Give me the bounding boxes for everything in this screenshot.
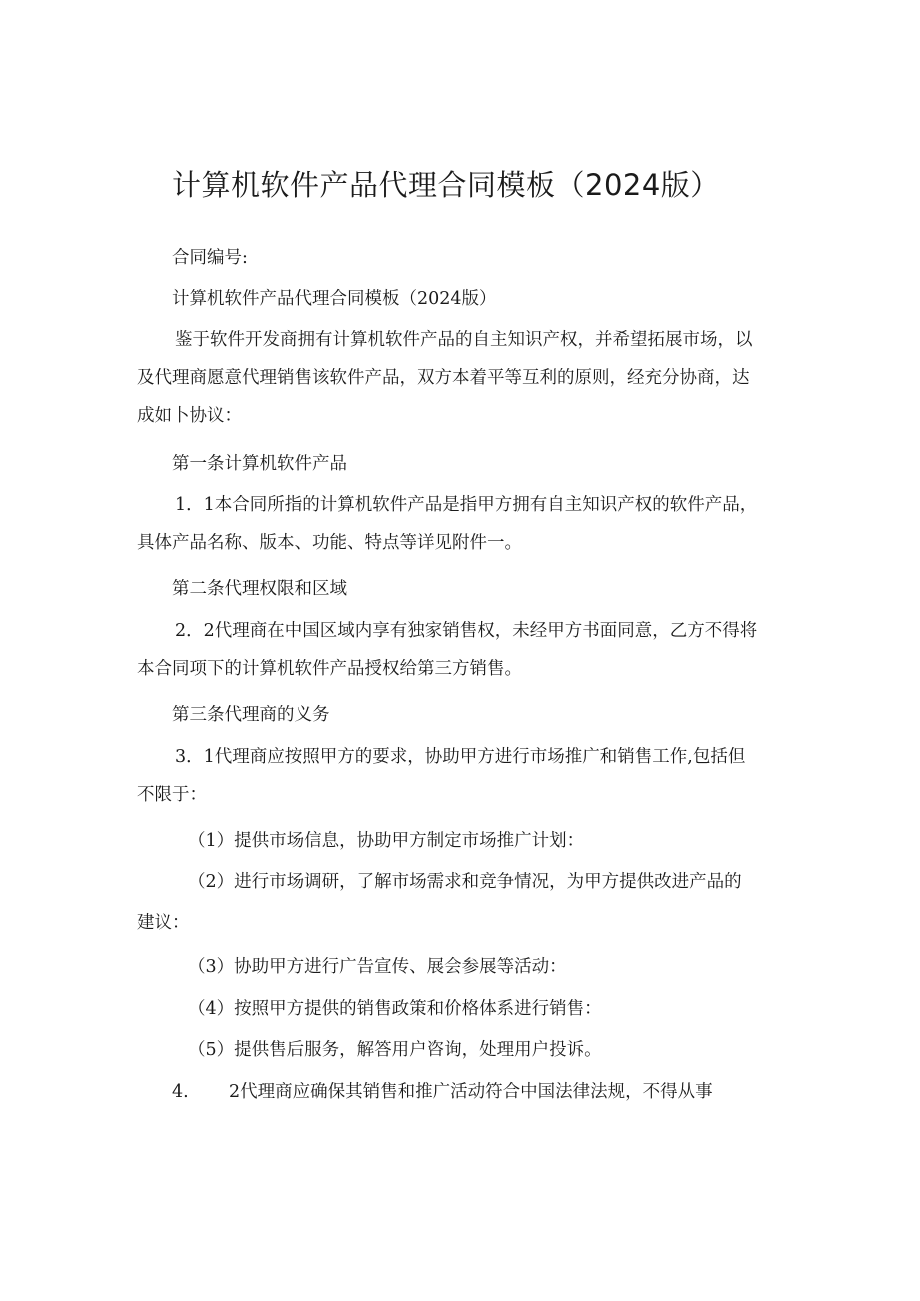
article-1-clause-line-2: 具体产品名称、版本、功能、特点等详见附件一。: [137, 533, 522, 553]
document-subtitle: 计算机软件产品代理合同模板（2024版）: [172, 289, 497, 309]
list-item-4: （4）按照甲方提供的销售政策和价格体系进行销售：: [188, 999, 602, 1019]
article-1-heading: 第一条计算机软件产品: [172, 454, 347, 474]
document-title: 计算机软件产品代理合同模板（2024版）: [172, 168, 720, 202]
article-4-number: 4.: [172, 1082, 189, 1102]
article-3-clause-line-2: 不限于：: [137, 785, 207, 805]
article-4-clause-line-1: 2代理商应确保其销售和推广活动符合中国法律法规，不得从事: [229, 1082, 713, 1102]
list-item-1: （1）提供市场信息，协助甲方制定市场推广计划：: [188, 831, 585, 851]
article-2-clause-line-2: 本合同项下的计算机软件产品授权给第三方销售。: [137, 659, 522, 679]
intro-line-1: 鉴于软件开发商拥有计算机软件产品的自主知识产权，并希望拓展市场，以: [175, 330, 753, 350]
article-2-clause-line-1: 2．2代理商在中国区域内享有独家销售权，未经甲方书面同意，乙方不得将: [175, 621, 758, 641]
intro-line-2: 及代理商愿意代理销售该软件产品，双方本着平等互利的原则，经充分协商，达: [137, 368, 750, 388]
article-3-clause-line-1: 3．1代理商应按照甲方的要求，协助甲方进行市场推广和销售工作,包括但: [175, 747, 746, 767]
list-item-3: （3）协助甲方进行广告宣传、展会参展等活动：: [188, 957, 567, 977]
article-3-heading: 第三条代理商的义务: [172, 705, 330, 725]
article-2-heading: 第二条代理权限和区域: [172, 579, 347, 599]
intro-line-3: 成如卜协议：: [137, 406, 242, 426]
list-item-5: （5）提供售后服务，解答用户咨询，处理用户投诉。: [188, 1040, 602, 1060]
list-item-2-line-1: （2）进行市场调研，了解市场需求和竞争情况，为甲方提供改进产品的: [188, 872, 742, 892]
article-1-clause-line-1: 1．1本合同所指的计算机软件产品是指甲方拥有自主知识产权的软件产品，: [175, 495, 758, 515]
contract-number-label: 合同编号:: [172, 248, 248, 268]
list-item-2-line-2: 建议：: [137, 913, 190, 933]
